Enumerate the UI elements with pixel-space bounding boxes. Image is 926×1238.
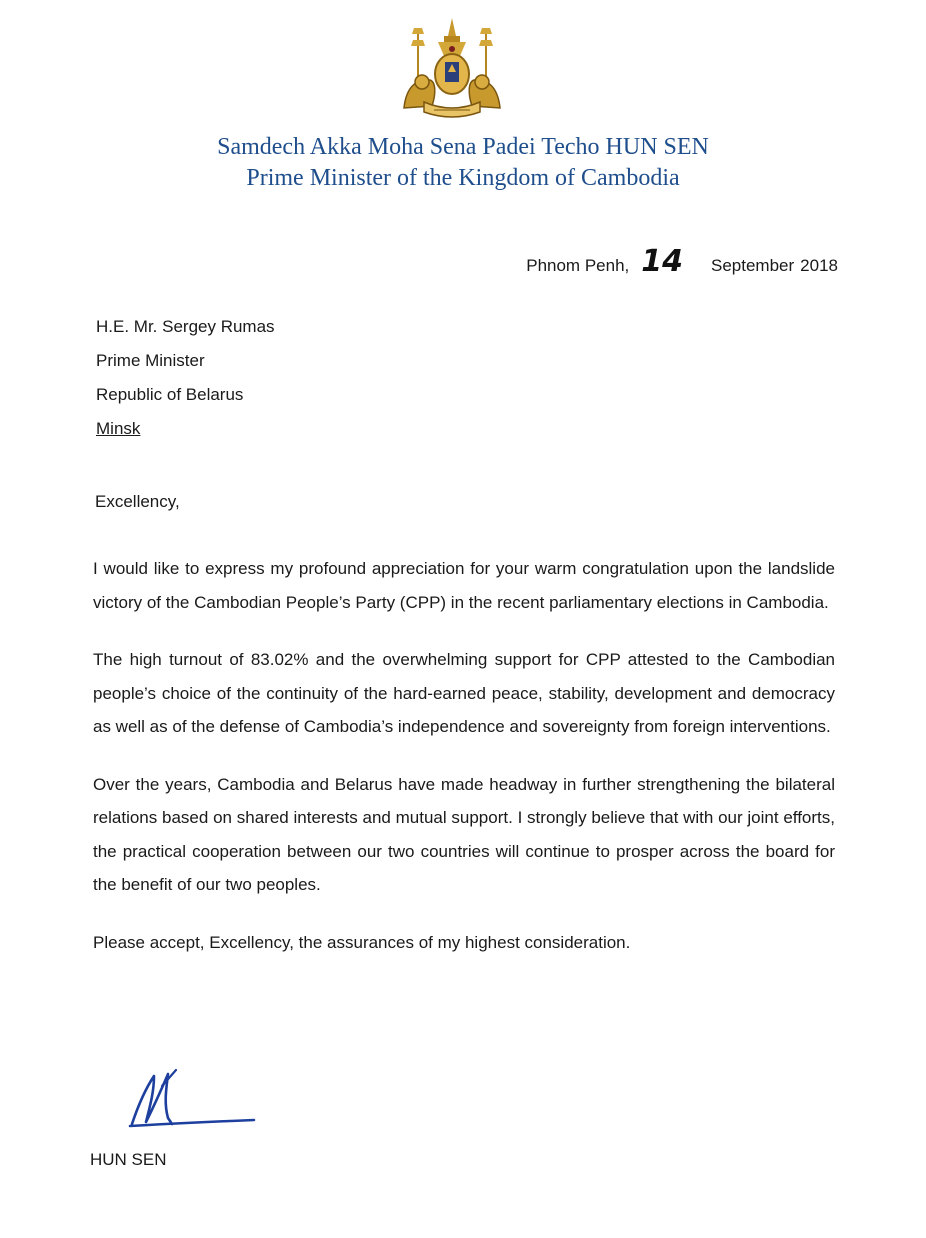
letter-body [93,552,835,983]
dateline [526,244,838,279]
paragraph-election: The high turnout of 83.02% and the overwhelming support for CPP attested to the Cambodian people’s choice of the continuity of the hard-earned peace, stability, development and democracy as well as of the defense of Cambodia’s independence and sovereignty from foreign interventions. [93,650,835,736]
closing-line: Please accept, Excellency, the assurances of my highest consideration. [93,932,631,952]
letterhead-name: Samdech Akka Moha Sena Padei Techo HUN SEN [217,134,709,160]
cambodia-royal-arms-icon [398,16,506,124]
date-place: Phnom Penh, [526,256,630,275]
recipient-block [96,310,275,446]
recipient-country: Republic of Belarus [96,385,244,404]
letterhead-title: Prime Minister of the Kingdom of Cambodia [246,165,680,191]
letterhead [0,132,926,194]
date-month: September [711,256,795,275]
salutation: Excellency, [95,492,180,511]
date-year: 2018 [800,256,838,275]
date-day: 14 [641,244,683,279]
recipient-city: Minsk [96,419,141,438]
paragraph-appreciation: I would like to express my profound appreciation for your warm congratulation upon the landslide victory of the Cambodian People’s Party (CPP) in the recent parliamentary elections in Cambodia. [93,559,835,612]
paragraph-relations: Over the years, Cambodia and Belarus have made headway in further strengthening the bilateral relations based on shared interests and mutual support. I strongly believe that with our joint efforts, the practical cooperation between our two countries will continue to prosper across the board for the benefit of our two peoples. [93,774,835,894]
recipient-name: H.E. Mr. Sergey Rumas [96,317,275,336]
handwritten-signature-icon [124,1066,264,1132]
recipient-title: Prime Minister [96,351,205,370]
signer-name: HUN SEN [90,1150,167,1169]
